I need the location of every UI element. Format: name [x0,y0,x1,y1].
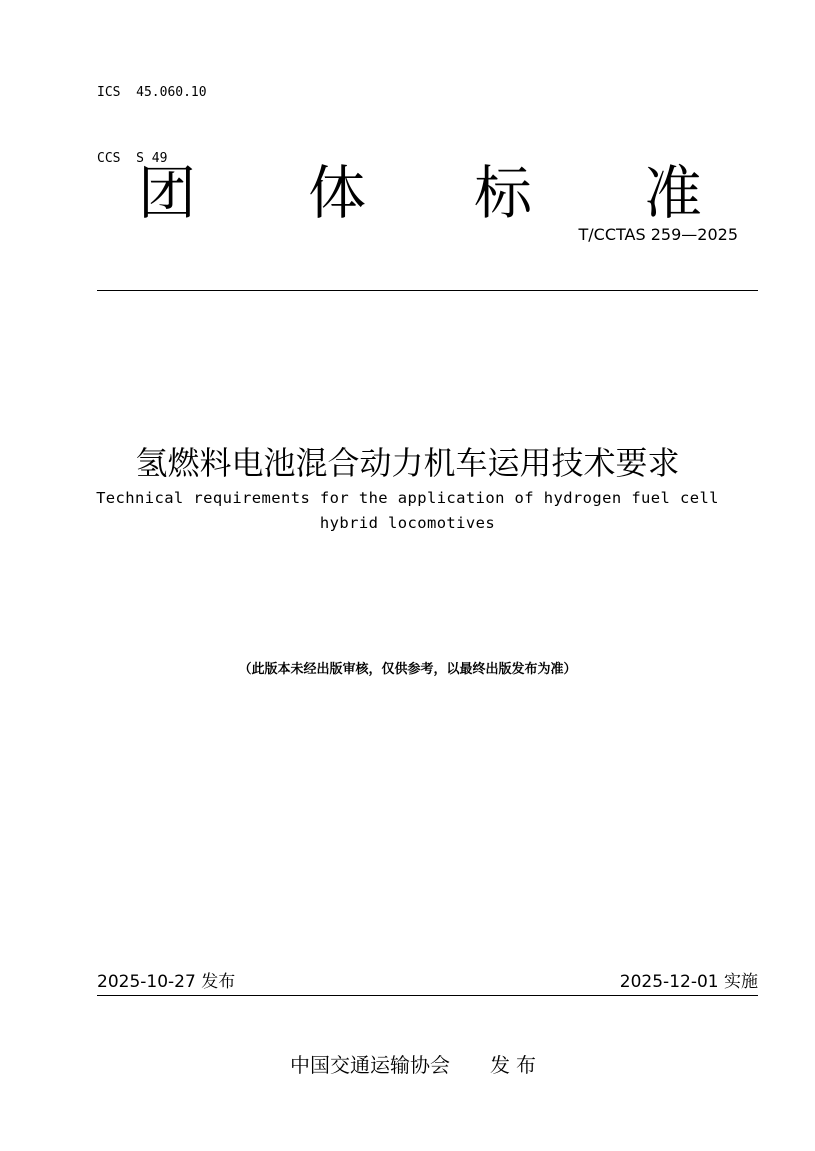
ics-code: ICS 45.060.10 [97,85,207,100]
standard-type-char-2: 体 [308,159,367,227]
standard-type-char-3: 标 [474,159,533,227]
issue-date: 2025-10-27 发布 [97,972,236,992]
publisher-line [290,1051,542,1079]
footer-divider [97,995,758,996]
standard-type-char-4: 准 [644,159,703,227]
implementation-date: 2025-12-01 实施 [619,972,758,992]
standard-number: T/CCTAS 259—2025 [578,225,738,244]
header-divider [97,290,758,291]
ccs-code: CCS S 49 [97,151,168,166]
standard-type-heading [138,158,708,228]
publisher-name: 中国交通运输协会 [290,1053,450,1077]
publisher-action: 发布 [490,1053,542,1077]
standard-type-char-1: 团 [138,159,197,227]
document-title-chinese: 氢燃料电池混合动力机车运用技术要求 [135,444,680,482]
draft-notice: （此版本未经出版审核，仅供参考，以最终出版发布为准） [238,662,577,677]
document-title-english [0,486,815,536]
title-english-line-1: Technical requirements for the application of hydrogen fuel cell [96,489,719,507]
title-english-line-2: hybrid locomotives [319,514,496,532]
